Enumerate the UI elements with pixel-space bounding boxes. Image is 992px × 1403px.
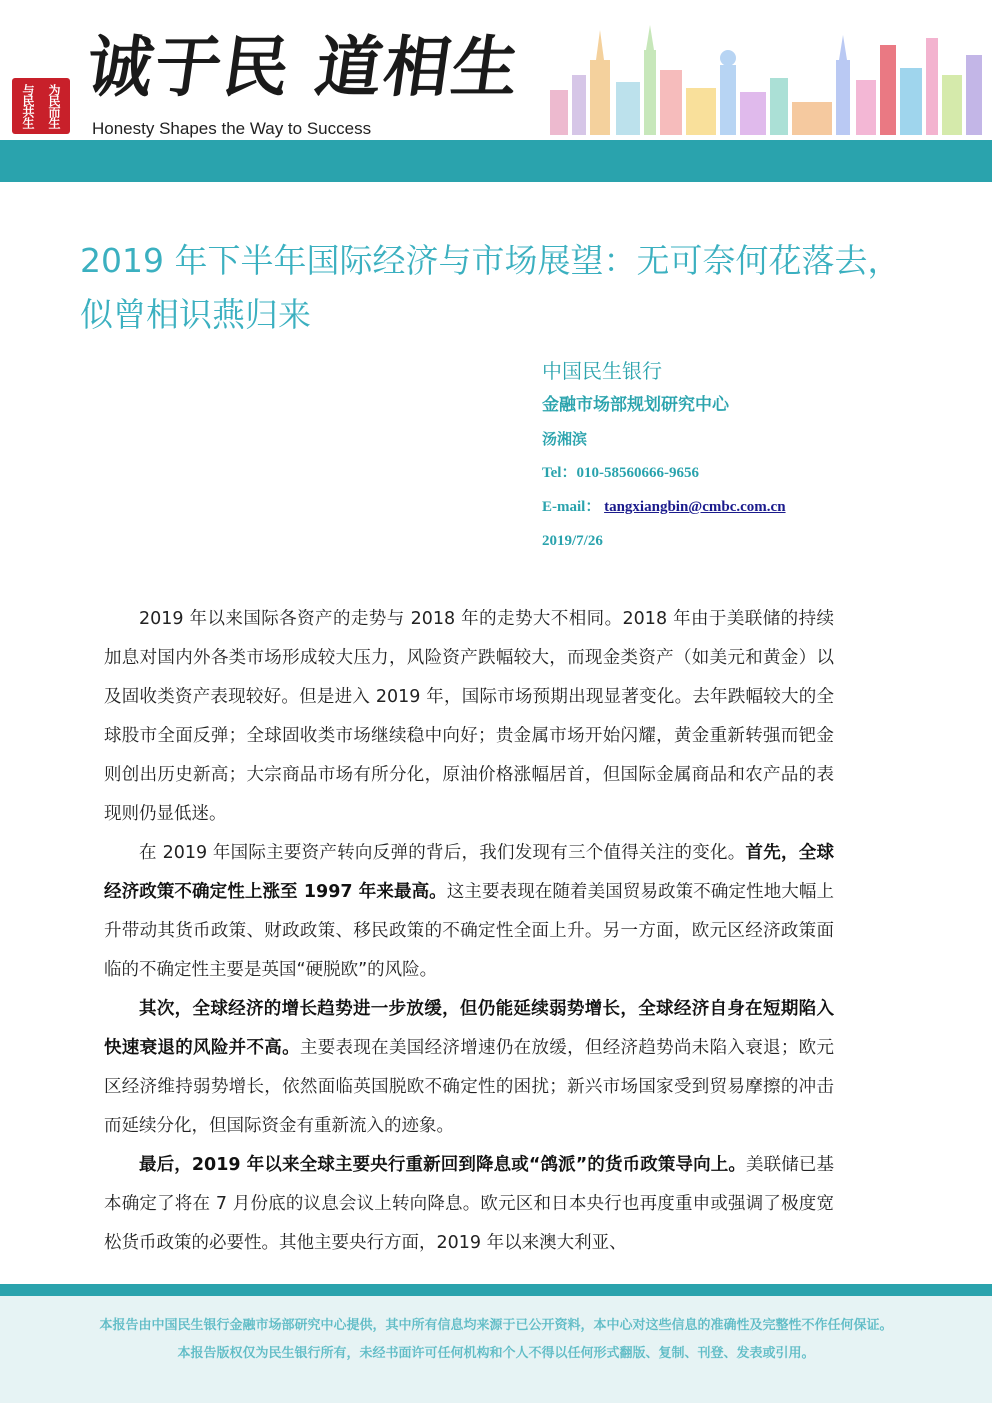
slogan-calligraphy: 诚于民 道相生 [81,28,526,106]
header-band [0,140,992,182]
paragraph-2-key-point: 首先，全球经济政策不确定性上涨至 1997 年来最高。 [104,843,834,902]
paragraph-3-key-point: 其次，全球经济的增长趋势进一步放缓，但仍能延续弱势增长，全球经济自身在短期陷入快速衰退的风险并不高。 [104,999,834,1058]
page-footer [0,1296,992,1403]
city-skyline-illustration [540,20,992,135]
paragraph-2-intro: 在 2019 年国际主要资产转向反弹的背后，我们发现有三个值得关注的变化。 [139,843,746,863]
report-date: 2019/7/26 [542,533,603,549]
paragraph-2-detail: 这主要表现在随着美国贸易政策不确定性地大幅上升带动其货币政策、财政政策、移民政策的不确定性全面上升。另一方面，欧元区经济政策面临的不确定性主要是英国“硬脱欧”的风险。 [104,882,835,980]
brand-seal-logo [12,78,70,134]
report-body [104,600,834,1263]
author-tel [542,458,962,492]
seal-text-right: 为民而生 [47,84,61,128]
footer-band [0,1284,992,1296]
author-dept: 金融市场部规划研究中心 [542,395,729,415]
paragraph-4-detail: 美联储已基本确定了将在 7 月份底的议息会议上转向降息。欧元区和日本央行也再度重申或强调了极度宽松货币政策的必要性。其他主要央行方面，2019 年以来澳大利亚、 [104,1155,834,1253]
disclaimer-line-1: 本报告由中国民生银行金融市场部研究中心提供，其中所有信息均来源于已公开资料，本中心对这些信息的准确性及完整性不作任何保证。 [99,1318,893,1333]
author-org: 中国民生银行 [542,359,662,383]
tel-label: Tel： [542,465,577,481]
disclaimer-line-2: 本报告版权仅为民生银行所有，未经书面许可任何机构和个人不得以任何形式翻版、复制、刊登、发表或引用。 [177,1346,815,1361]
paragraph-2 [104,834,834,990]
author-email [542,492,962,526]
page-header [0,0,992,182]
report-title: 2019 年下半年国际经济与市场展望：无可奈何花落去，似曾相识燕归来 [80,241,901,334]
paragraph-1: 2019 年以来国际各资产的走势与 2018 年的走势大不相同。2018 年由于美联储的持续加息对国内外各类市场形成较大压力，风险资产跌幅较大，而现金类资产（如美元和黄金）以及固收类资产表现较好。但是进入 2019 年，国际市场预期出现显著变化。去年跌幅较大的全球股市全面反弹；全球固收类市场继续稳中向好；贵金属市场开始闪耀，黄金重新转强而钯金则创出历史新高；大宗商品市场有所分化，原油价格涨幅居首，但国际金属商品和农产品的表现则仍显低迷。 [104,609,834,824]
tel-value: 010-58560666-9656 [576,465,699,481]
author-block [542,356,962,560]
author-name: 汤湘滨 [542,430,588,448]
paragraph-4 [104,1146,834,1263]
seal-text-left: 与民共生 [21,84,35,128]
email-link[interactable]: tangxiangbin@cmbc.com.cn [604,499,786,515]
paragraph-3-detail: 主要表现在美国经济增速仍在放缓，但经济趋势尚未陷入衰退；欧元区经济维持弱势增长，依然面临英国脱欧不确定性的困扰；新兴市场国家受到贸易摩擦的冲击而延续分化，但国际资金有重新流入的迹象。 [104,1038,834,1136]
paragraph-4-key-point: 最后，2019 年以来全球主要央行重新回到降息或“鸽派”的货币政策导向上。 [139,1155,746,1175]
paragraph-3 [104,990,834,1146]
email-label: E-mail： [542,499,601,515]
slogan-english: Honesty Shapes the Way to Success [92,119,372,138]
